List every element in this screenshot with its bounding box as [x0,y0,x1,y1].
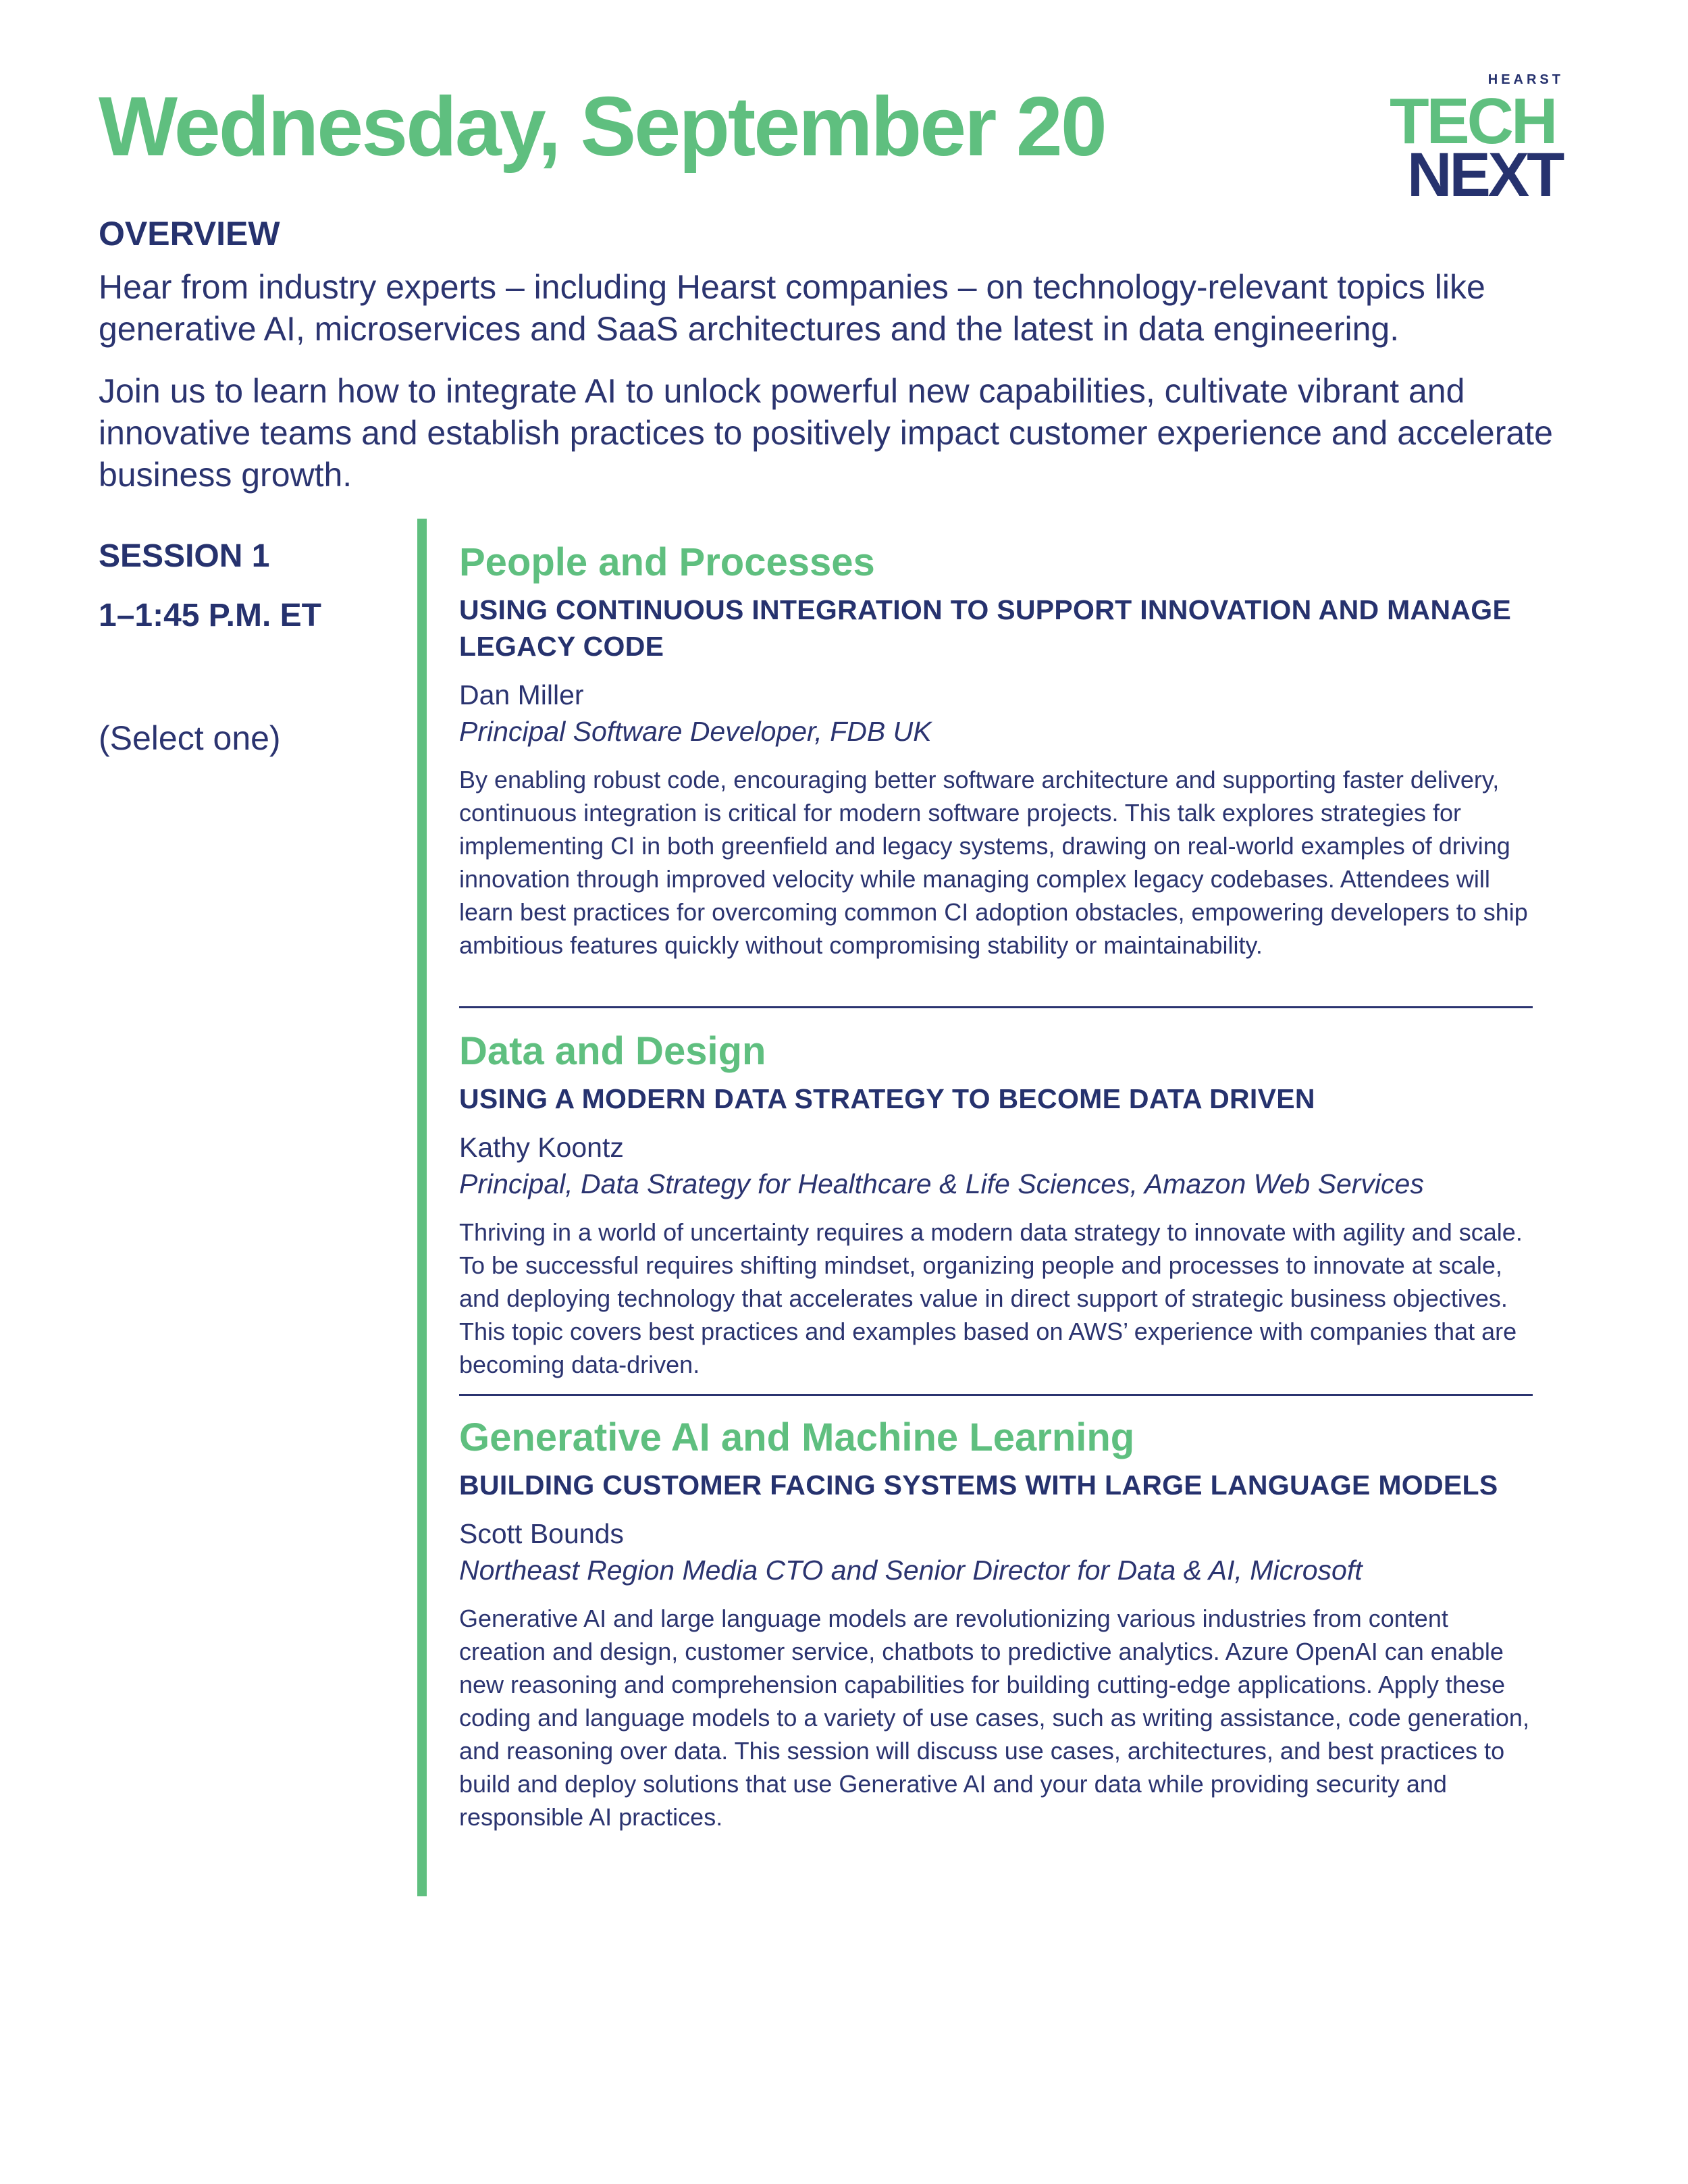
speaker-name: Scott Bounds [459,1518,624,1549]
overview-heading: OVERVIEW [99,215,280,253]
talk-description: Thriving in a world of uncertainty requires a modern data strategy to innovate with agility and scale. To be successful requires shifting mindset, organizing people and processes to innovate at scale, and deploying technology that accelerates value in direct support of strategic business objectives. This topic covers best practices and examples based on AWS’ experience with companies that are becoming data-driven. [459,1218,1523,1378]
track-block [459,1026,1533,1381]
speaker-name: Kathy Koontz [459,1132,624,1163]
track-title: Generative AI and Machine Learning [459,1415,1135,1459]
speaker-name: Dan Miller [459,679,584,710]
overview-paragraph: Hear from industry experts – including Hearst companies – on technology-relevant topics like generative AI, microservices and SaaS architectures and the latest in data engineering. [99,268,1485,348]
divider [459,1006,1533,1008]
track-block [459,1413,1533,1834]
overview-paragraph: Join us to learn how to integrate AI to unlock powerful new capabilities, cultivate vibrant and innovative teams and establish practices to positively impact customer experience and accelerate business growth. [99,372,1553,494]
talk-title: USING CONTINUOUS INTEGRATION TO SUPPORT INNOVATION AND MANAGE LEGACY CODE [459,594,1512,662]
logo-next-text: NEXT [1407,140,1562,204]
track-title: Data and Design [459,1029,766,1073]
logo-tech-text: TECH [1390,85,1556,157]
session-select-note: (Select one) [99,719,281,757]
talk-title: BUILDING CUSTOMER FACING SYSTEMS WITH LARGE LANGUAGE MODELS [459,1470,1498,1501]
session-accent-bar [417,519,427,1896]
talk-description: By enabling robust code, encouraging better software architecture and supporting faster delivery, continuous integration is critical for modern software projects. This talk explores strategies for implementing CI in both greenfield and legacy systems, drawing on real-world examples of driving innovation through improved velocity while managing complex legacy codebases. Attendees will learn best practices for overcoming common CI adoption obstacles, empowering developers to ship ambitious features quickly without compromising stability or maintainability. [459,766,1528,959]
track-title: People and Processes [459,540,875,584]
session-time: 1–1:45 P.M. ET [99,598,321,633]
speaker-role: Northeast Region Media CTO and Senior Director for Data & AI, Microsoft [459,1555,1363,1586]
talk-description: Generative AI and large language models are revolutionizing various industries from content creation and design, customer service, chatbots to predictive analytics. Azure OpenAI can enable new reasoning and comprehension capabilities for building cutting-edge applications. Apply these coding and language models to a variety of use cases, such as writing assistance, code generation, and reasoning over data. This session will discuss use cases, architectures, and best practices to build and deploy solutions that use Generative AI and your data while providing security and responsible AI practices. [459,1605,1529,1831]
talk-title: USING A MODERN DATA STRATEGY TO BECOME DATA DRIVEN [459,1083,1315,1114]
hearst-tech-next-logo [1390,69,1592,204]
page-title: Wednesday, September 20 [99,80,1105,174]
speaker-role: Principal Software Developer, FDB UK [459,716,932,747]
logo-graphic [1390,69,1592,204]
track-block [459,538,1533,962]
logo-hearst-text: HEARST [1487,72,1564,87]
divider [459,1394,1533,1396]
speaker-role: Principal, Data Strategy for Healthcare & Life Sciences, Amazon Web Services [459,1168,1424,1199]
session-label: SESSION 1 [99,538,270,574]
